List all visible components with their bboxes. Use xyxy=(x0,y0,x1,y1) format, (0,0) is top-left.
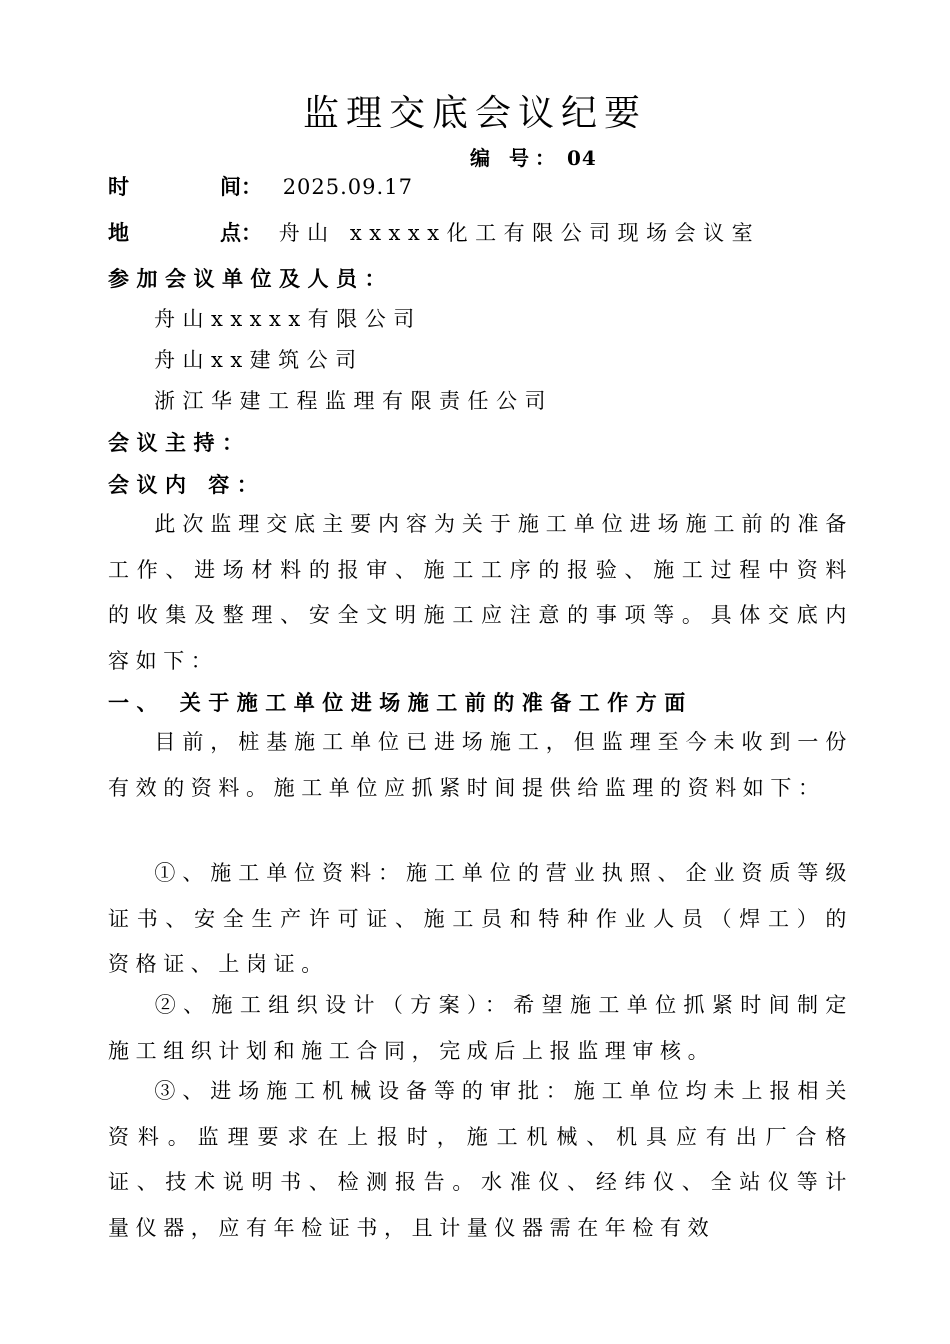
section-heading: 一、 关于施工单位进场施工前的准备工作方面 xyxy=(108,690,693,715)
content-label: 会议内 容： xyxy=(108,472,266,497)
place-label-1: 地 xyxy=(108,220,129,245)
intro-paragraph-text: 此次监理交底主要内容为关于施工单位进场施工前的准备工作、进场材料的报审、施工工序的报验、施工过程中资料的收集及整理、安全文明施工应注意的事项等。具体交底内容如下： xyxy=(108,512,853,673)
attendees-label: 参加会议单位及人员： xyxy=(108,266,393,291)
list-item xyxy=(108,851,853,988)
list-item xyxy=(108,1069,853,1251)
list-item-text: ①、施工单位资料：施工单位的营业执照、企业资质等级证书、安全生产许可证、施工员和特种作业人员（焊工）的资格证、上岗证。 xyxy=(108,861,853,976)
intro-paragraph xyxy=(108,502,853,684)
list-item xyxy=(108,983,853,1074)
document-number-value: 04 xyxy=(566,146,597,170)
section-paragraph xyxy=(108,720,853,811)
time-label-1: 时 xyxy=(108,174,129,199)
meeting-time-row xyxy=(108,172,413,202)
time-label-2: 间： xyxy=(220,174,262,199)
meeting-place-row xyxy=(108,218,760,248)
section-paragraph-text: 目前，桩基施工单位已进场施工，但监理至今未收到一份有效的资料。施工单位应抓紧时间提供给监理的资料如下： xyxy=(108,730,853,800)
attendee-item: 舟山xx建筑公司 xyxy=(154,348,364,372)
place-value: 舟山 xxxxx化工有限公司现场会议室 xyxy=(278,221,761,245)
document-number-label: 编 号： xyxy=(470,146,561,170)
page-title: 监理交底会议纪要 xyxy=(302,93,647,134)
list-item-text: ②、施工组织设计（方案）：希望施工单位抓紧时间制定施工组织计划和施工合同，完成后上报监理审核。 xyxy=(108,993,853,1063)
time-value: 2025.09.17 xyxy=(282,175,413,199)
place-label-2: 点： xyxy=(220,220,262,245)
attendee-item: 浙江华建工程监理有限责任公司 xyxy=(154,389,553,413)
attendee-item: 舟山xxxxx有限公司 xyxy=(154,307,422,331)
list-item-text: ③、进场施工机械设备等的审批：施工单位均未上报相关资料。监理要求在上报时，施工机械、机具应有出厂合格证、技术说明书、检测报告。水准仪、经纬仪、全站仪等计量仪器，应有年检证书，且计量仪器需在年检有效 xyxy=(108,1079,853,1240)
document-number xyxy=(470,143,597,173)
host-label: 会议主持： xyxy=(108,430,251,455)
